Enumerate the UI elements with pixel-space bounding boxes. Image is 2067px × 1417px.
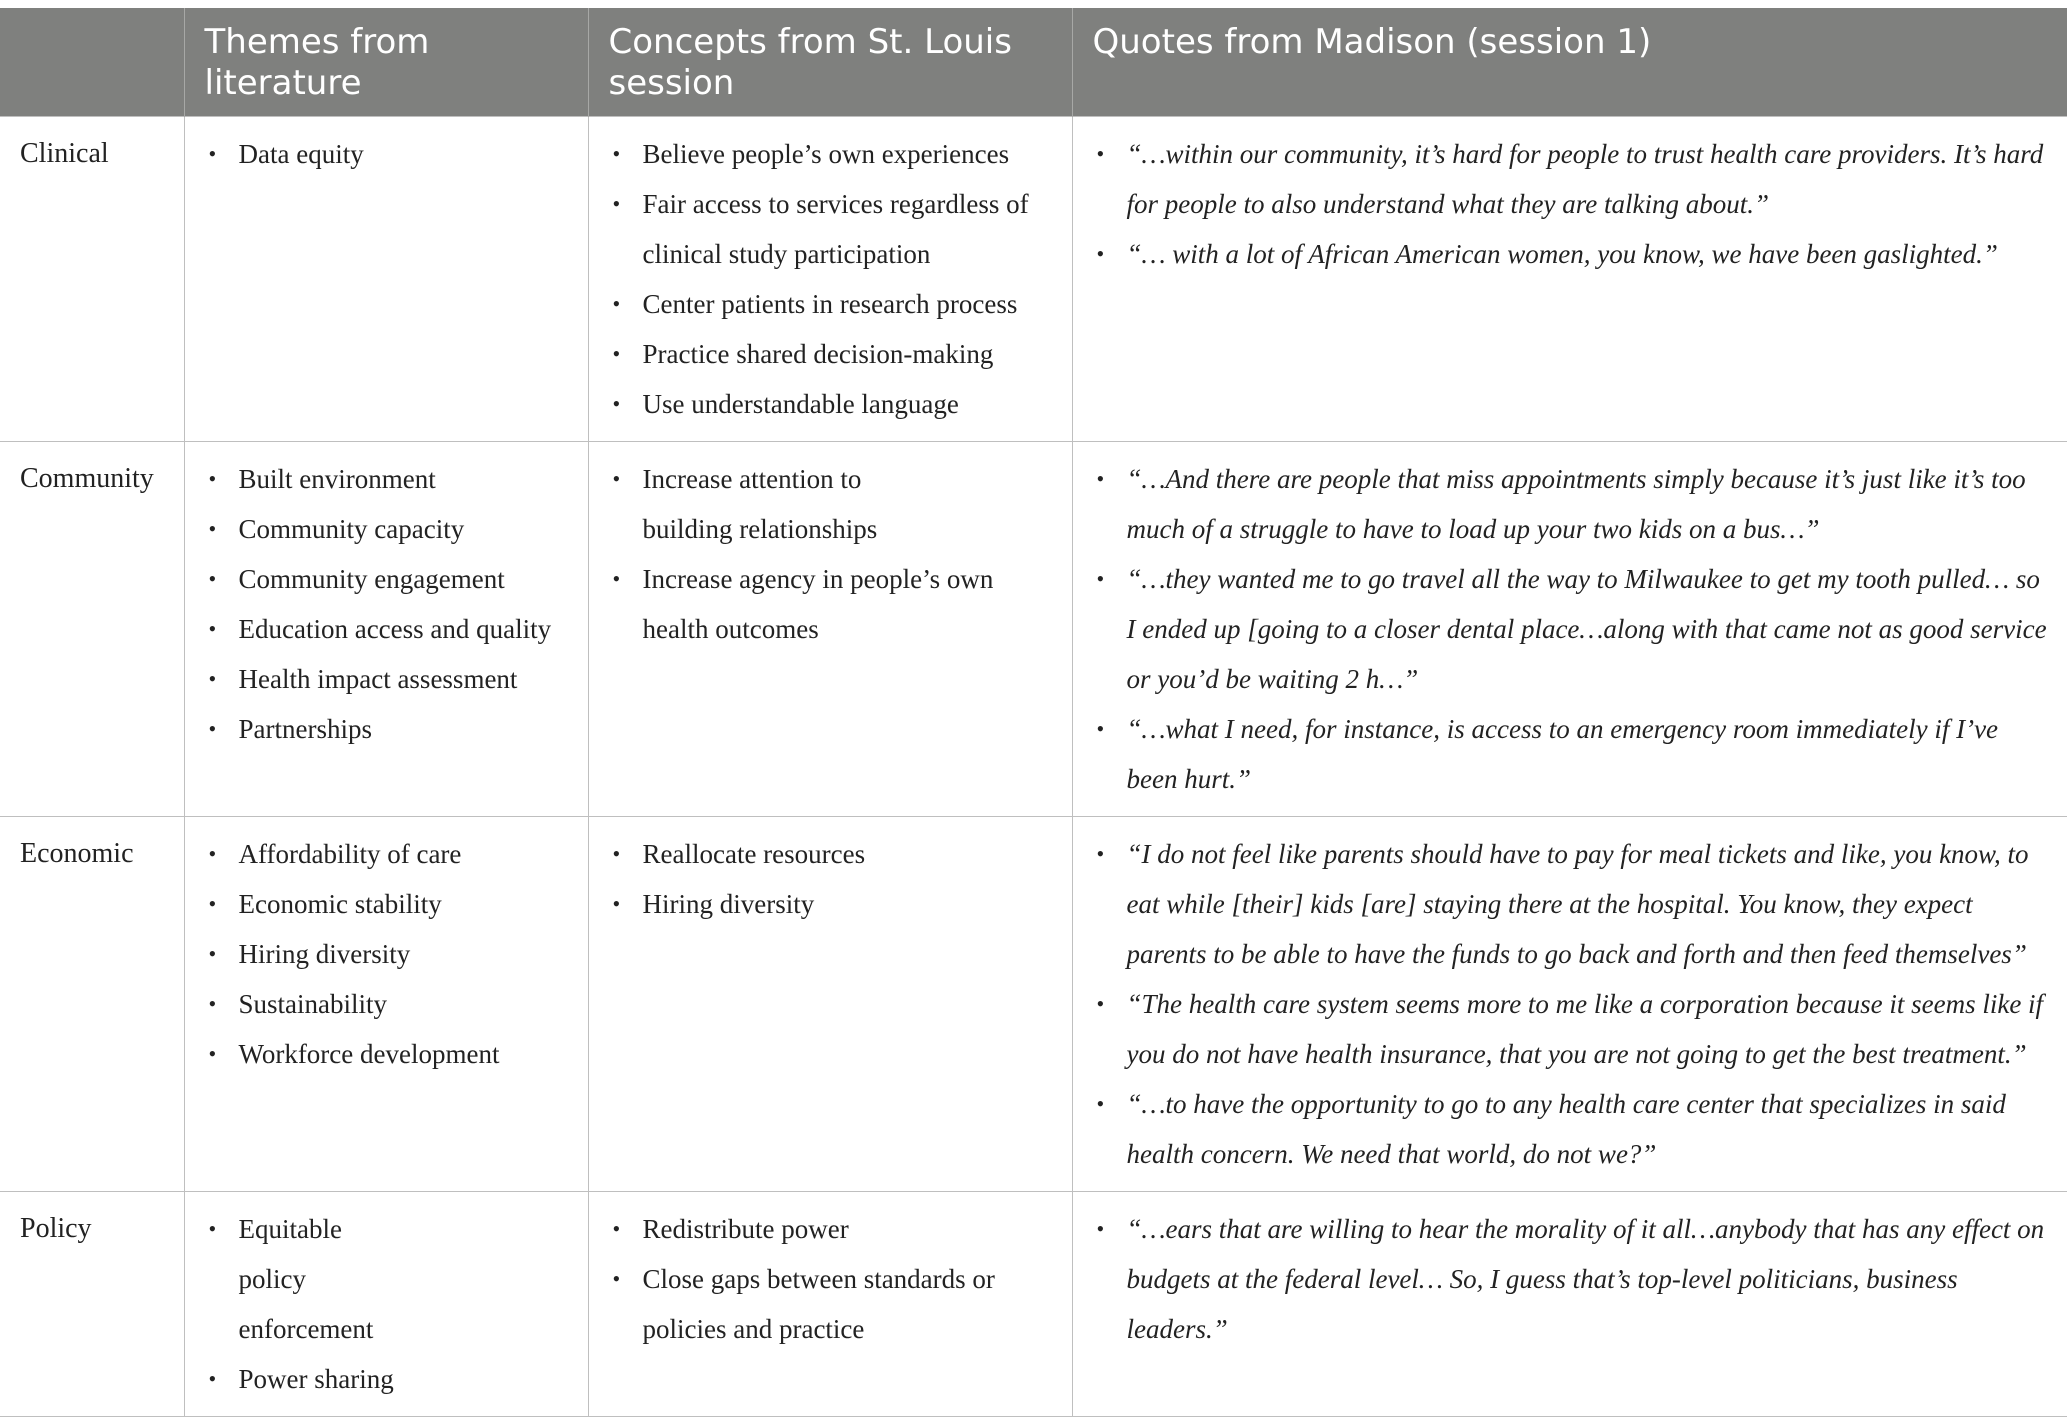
table-row-economic xyxy=(0,817,2067,1192)
list-item: • Close gaps between standards or policies and practice xyxy=(609,1254,1058,1354)
list-item: • Partnerships xyxy=(205,704,574,754)
list-item: • Sustainability xyxy=(205,979,574,1029)
quote-item: • “I do not feel like parents should have to pay for meal tickets and like, you know, to eat while [their] kids [are] staying there at the hospital. You know, they expect parents to be able to have the funds to go back and forth and then feed themselves” xyxy=(1093,829,2050,979)
quote-item: • “…they wanted me to go travel all the way to Milwaukee to get my tooth pulled… so I ended up [going to a closer dental place…along with that came not as good service or you’d be waiting 2 h…” xyxy=(1093,554,2050,704)
themes-list xyxy=(205,829,574,1079)
header-themes: Themes from literature xyxy=(184,8,588,117)
concepts-list xyxy=(609,454,1058,654)
list-item: • Equitable policy enforcement xyxy=(205,1204,574,1354)
category-cell: Economic xyxy=(0,817,184,1192)
list-item: • Economic stability xyxy=(205,879,574,929)
header-quotes: Quotes from Madison (session 1) xyxy=(1072,8,2067,117)
quotes-cell xyxy=(1072,442,2067,817)
quote-item: • “… with a lot of African American women, you know, we have been gaslighted.” xyxy=(1093,229,2050,279)
list-item: • Redistribute power xyxy=(609,1204,1058,1254)
themes-list xyxy=(205,454,574,754)
header-category xyxy=(0,8,184,117)
list-item: • Reallocate resources xyxy=(609,829,1058,879)
category-cell: Community xyxy=(0,442,184,817)
quote-item: • “…And there are people that miss appointments simply because it’s just like it’s too much of a struggle to have to load up your two kids on a bus…” xyxy=(1093,454,2050,554)
table-header xyxy=(0,8,2067,117)
category-cell: Policy xyxy=(0,1192,184,1417)
list-item: • Increase attention to building relationships xyxy=(609,454,1058,554)
concepts-list xyxy=(609,129,1058,429)
quotes-cell xyxy=(1072,117,2067,442)
list-item: • Health impact assessment xyxy=(205,654,574,704)
list-item: • Practice shared decision-making xyxy=(609,329,1058,379)
themes-cell xyxy=(184,442,588,817)
list-item: • Center patients in research process xyxy=(609,279,1058,329)
quotes-list xyxy=(1093,829,2050,1179)
list-item: • Hiring diversity xyxy=(609,879,1058,929)
table-row-community xyxy=(0,442,2067,817)
themes-cell xyxy=(184,117,588,442)
list-item: • Use understandable language xyxy=(609,379,1058,429)
list-item: • Community capacity xyxy=(205,504,574,554)
list-item: • Data equity xyxy=(205,129,574,179)
quotes-list xyxy=(1093,1204,2050,1354)
quotes-list xyxy=(1093,129,2050,279)
quotes-list xyxy=(1093,454,2050,804)
list-item: • Community engagement xyxy=(205,554,574,604)
list-item: • Affordability of care xyxy=(205,829,574,879)
list-item: • Hiring diversity xyxy=(205,929,574,979)
concepts-list xyxy=(609,1204,1058,1354)
list-item: • Workforce development xyxy=(205,1029,574,1079)
list-item: • Increase agency in people’s own health outcomes xyxy=(609,554,1058,654)
themes-table xyxy=(0,8,2067,1417)
quote-item: • “…to have the opportunity to go to any health care center that specializes in said health concern. We need that world, do not we?” xyxy=(1093,1079,2050,1179)
list-item: • Fair access to services regardless of clinical study participation xyxy=(609,179,1058,279)
quote-item: • “…ears that are willing to hear the morality of it all…anybody that has any effect on budgets at the federal level… So, I guess that’s top-level politicians, business leaders.” xyxy=(1093,1204,2050,1354)
concepts-cell xyxy=(588,817,1072,1192)
quote-item: • “The health care system seems more to me like a corporation because it seems like if you do not have health insurance, that you are not going to get the best treatment.” xyxy=(1093,979,2050,1079)
themes-list xyxy=(205,129,574,179)
quotes-cell xyxy=(1072,817,2067,1192)
list-item: • Believe people’s own experiences xyxy=(609,129,1058,179)
concepts-list xyxy=(609,829,1058,929)
concepts-cell xyxy=(588,117,1072,442)
list-item: • Built environment xyxy=(205,454,574,504)
list-item: • Power sharing xyxy=(205,1354,574,1404)
quote-item: • “…what I need, for instance, is access to an emergency room immediately if I’ve been hurt.” xyxy=(1093,704,2050,804)
quote-item: • “…within our community, it’s hard for people to trust health care providers. It’s hard for people to also understand what they are talking about.” xyxy=(1093,129,2050,229)
header-row xyxy=(0,8,2067,117)
themes-cell xyxy=(184,817,588,1192)
category-cell: Clinical xyxy=(0,117,184,442)
list-item: • Education access and quality xyxy=(205,604,574,654)
table-body xyxy=(0,117,2067,1417)
header-concepts: Concepts from St. Louis session xyxy=(588,8,1072,117)
table-row-clinical xyxy=(0,117,2067,442)
concepts-cell xyxy=(588,442,1072,817)
themes-list xyxy=(205,1204,574,1404)
